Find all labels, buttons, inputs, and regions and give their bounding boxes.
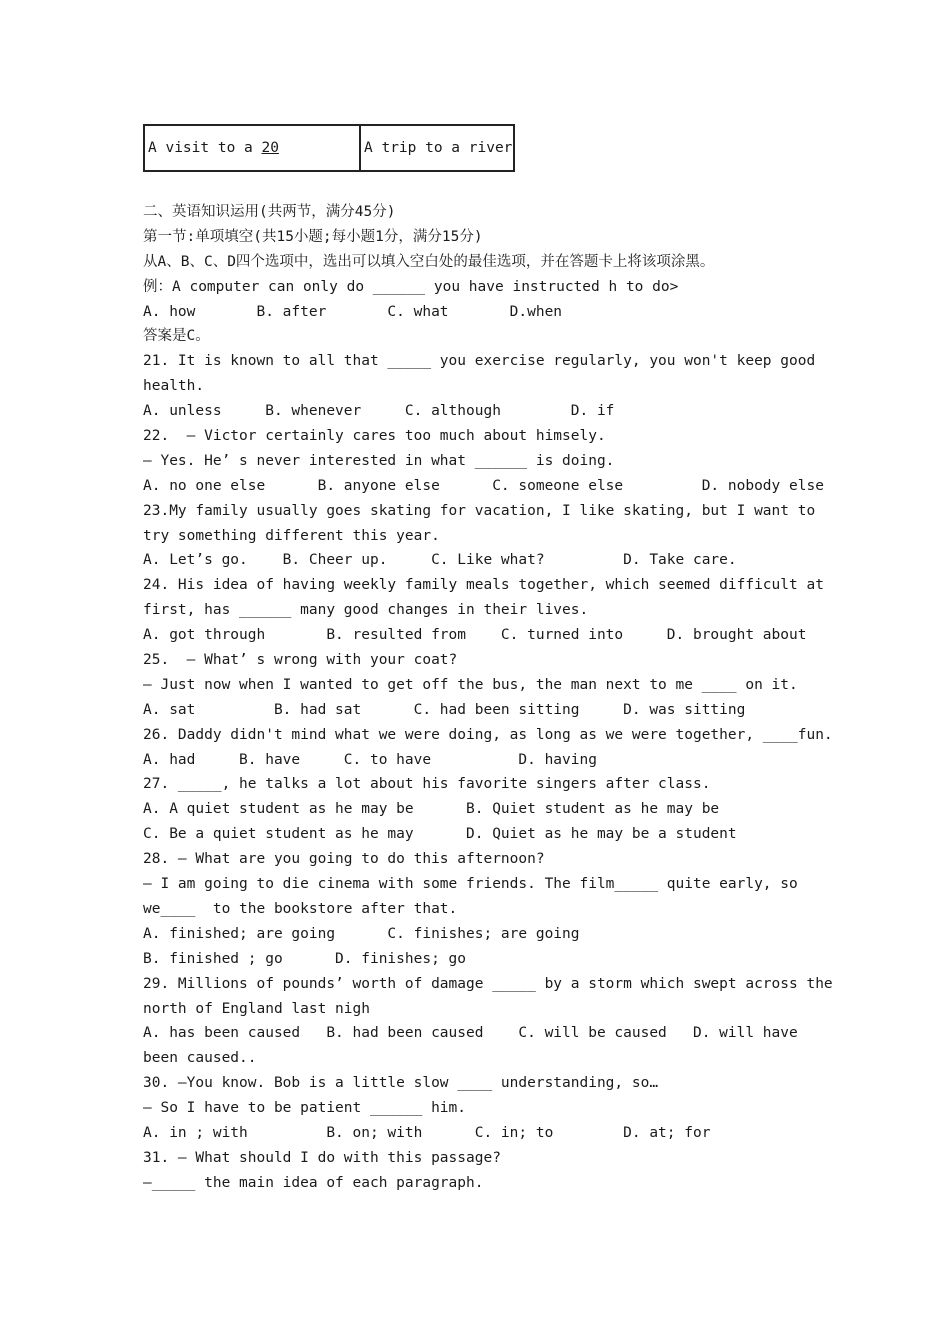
text-line: 从A、B、C、D四个选项中，选出可以填入空白处的最佳选项，并在答题卡上将该项涂黑。 (143, 253, 715, 270)
text-line: 21. It is known to all that _____ you exercise regularly, you won't keep good (143, 353, 816, 370)
text-line: A. has been caused B. had been caused C. will be caused D. will have (143, 1025, 798, 1042)
text-line: first, has ______ many good changes in their lives. (143, 602, 589, 619)
text-line: A. in ; with B. on; with C. in; to D. at; for (143, 1124, 711, 1141)
text-line: 答案是C。 (143, 328, 210, 345)
text-line: A. no one else B. anyone else C. someone else D. nobody else (143, 477, 824, 494)
options-table (143, 124, 515, 172)
text-line: 30. —You know. Bob is a little slow ____ understanding, so… (143, 1075, 659, 1092)
text-line: — Yes. He’ s never interested in what ______ is doing. (143, 452, 615, 469)
text-line: 24. His idea of having weekly family meals together, which seemed difficult at (143, 577, 824, 594)
text-line: B. finished ; go D. finishes; go (143, 950, 467, 967)
text-line: 二、英语知识运用(共两节，满分45分) (143, 204, 396, 220)
text-line: A. how B. after C. what D.when (143, 303, 563, 320)
text-line: 23.My family usually goes skating for vacation, I like skating, but I want to (143, 502, 816, 519)
text-line: 27. _____, he talks a lot about his favorite singers after class. (143, 776, 711, 793)
text-line: A. finished; are going C. finishes; are going (143, 925, 580, 942)
text-line: 29. Millions of pounds’ worth of damage _____ by a storm which swept across the (143, 975, 833, 992)
table-cell-right-text: A trip to a river (364, 140, 513, 156)
text-line: — I am going to die cinema with some friends. The film_____ quite early, so (143, 876, 798, 893)
text-line: try something different this year. (143, 527, 440, 544)
text-line: —_____ the main idea of each paragraph. (143, 1174, 484, 1191)
text-line: A. A quiet student as he may be B. Quiet student as he may be (143, 801, 720, 818)
text-line: A. Let’s go. B. Cheer up. C. Like what? D. Take care. (143, 552, 737, 569)
text-line: health. (143, 378, 205, 395)
question-content (143, 200, 833, 1196)
text-line: north of England last nigh (143, 1000, 370, 1017)
text-line: A. had B. have C. to have D. having (143, 751, 597, 768)
text-line: C. Be a quiet student as he may D. Quiet as he may be a student (143, 826, 737, 843)
table-cell-left-text: A visit to a (148, 140, 262, 156)
text-line: A. sat B. had sat C. had been sitting D. was sitting (143, 701, 746, 718)
text-line: been caused.. (143, 1050, 257, 1067)
text-line: 26. Daddy didn't mind what we were doing, as long as we were together, ____fun. (143, 726, 833, 743)
text-line: 31. — What should I do with this passage? (143, 1149, 501, 1166)
table-cell-right (361, 126, 513, 170)
blank-number: 20 (261, 140, 279, 156)
text-line: we____ to the bookstore after that. (143, 900, 458, 917)
text-line: 22. — Victor certainly cares too much about himsely. (143, 428, 606, 445)
text-line: 第一节:单项填空(共15小题;每小题1分，满分15分) (143, 228, 483, 245)
text-line: A. unless B. whenever C. although D. if (143, 403, 615, 420)
text-line: — So I have to be patient ______ him. (143, 1100, 467, 1117)
text-line: 28. — What are you going to do this afternoon? (143, 851, 545, 868)
text-line: 25. — What’ s wrong with your coat? (143, 652, 458, 669)
text-line: 例：A computer can only do ______ you have instructed h to do> (143, 278, 679, 295)
text-line: — Just now when I wanted to get off the bus, the man next to me ____ on it. (143, 676, 798, 693)
table-cell-left (145, 126, 361, 170)
text-line: A. got through B. resulted from C. turned into D. brought about (143, 627, 807, 644)
